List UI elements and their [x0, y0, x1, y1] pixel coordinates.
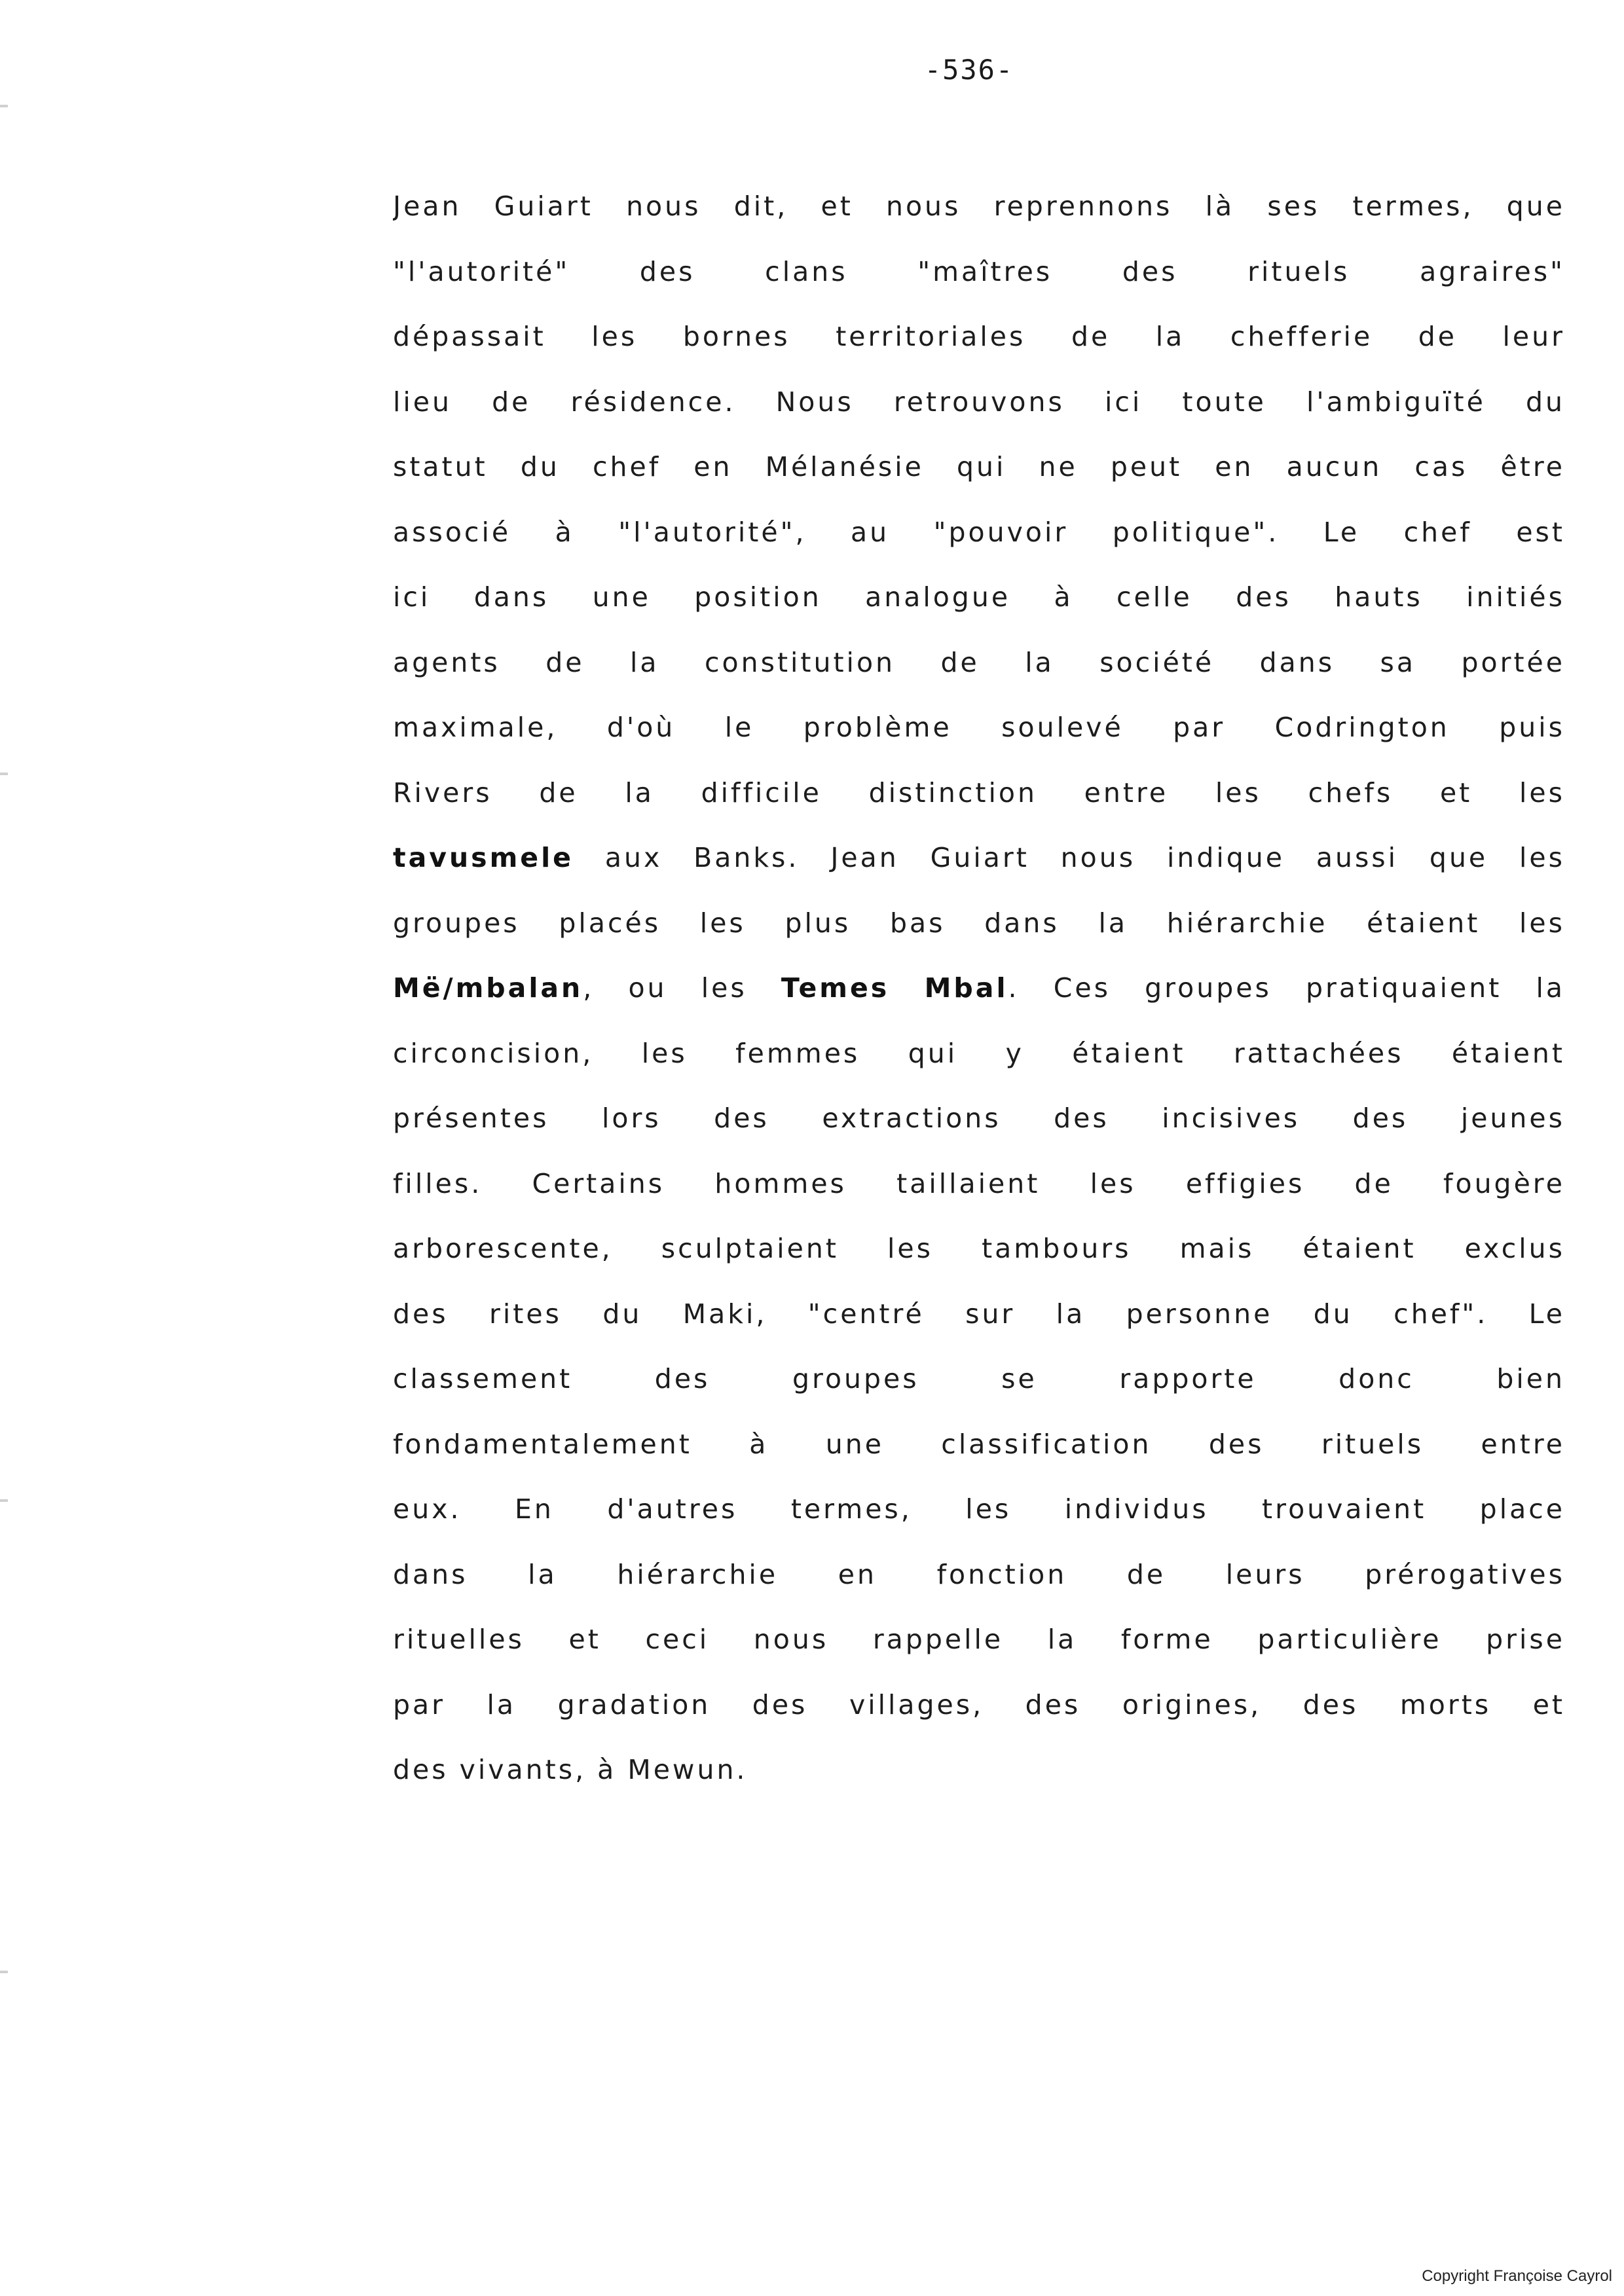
text-run: aux Banks. Jean Guiart nous indique aussi que les — [573, 842, 1565, 873]
text-run: arborescente, sculptaient les tambours mais étaient exclus — [393, 1233, 1565, 1264]
text-line — [393, 1092, 1565, 1157]
text-run: des vivants, à Mewun. — [393, 1754, 748, 1785]
scan-mark — [0, 1499, 8, 1502]
scan-mark — [0, 773, 8, 775]
text-line — [393, 1679, 1565, 1744]
page-number: -536- — [924, 54, 1014, 86]
text-line — [393, 571, 1565, 636]
text-run: ici dans une position analogue à celle des hauts initiés — [393, 581, 1565, 613]
emphasized-term: Temes Mbal — [781, 972, 1008, 1004]
text-line — [393, 1548, 1565, 1614]
text-line — [393, 506, 1565, 572]
text-line — [393, 1613, 1565, 1679]
scan-mark — [0, 1971, 8, 1973]
text-run: maximale, d'où le problème soulevé par Codrington puis — [393, 712, 1565, 743]
text-run: Jean Guiart nous dit, et nous reprennons là ses termes, que — [393, 191, 1565, 222]
text-line — [393, 831, 1565, 897]
text-run: associé à "l'autorité", au "pouvoir politique". Le chef est — [393, 516, 1565, 548]
emphasized-term: tavusmele — [393, 842, 574, 873]
text-run: rituelles et ceci nous rappelle la forme particulière prise — [393, 1624, 1565, 1655]
text-line — [393, 701, 1565, 767]
text-run: filles. Certains hommes taillaient les effigies de fougère — [393, 1167, 1565, 1199]
text-line — [393, 1027, 1565, 1093]
text-run: classement des groupes se rapporte donc bien — [393, 1363, 1565, 1394]
text-line — [393, 1222, 1565, 1288]
text-line — [393, 1288, 1565, 1353]
text-run: circoncision, les femmes qui y étaient rattachées étaient — [393, 1037, 1565, 1069]
emphasized-term: Më/mbalan — [393, 972, 583, 1004]
text-line — [393, 1157, 1565, 1223]
text-run: , ou les — [583, 972, 781, 1004]
text-line — [393, 636, 1565, 702]
text-run: eux. En d'autres termes, les individus trouvaient place — [393, 1493, 1565, 1525]
copyright-notice: Copyright Françoise Cayrol — [1422, 2267, 1612, 2285]
text-run: statut du chef en Mélanésie qui ne peut en aucun cas être — [393, 451, 1565, 483]
text-run: par la gradation des villages, des origines, des morts et — [393, 1688, 1565, 1721]
text-run: . Ces groupes pratiquaient la — [1008, 972, 1565, 1004]
text-run: lieu de résidence. Nous retrouvons ici toute l'ambiguïté du — [393, 386, 1565, 418]
text-line — [393, 767, 1565, 832]
text-line — [393, 897, 1565, 962]
text-run: dans la hiérarchie en fonction de leurs prérogatives — [393, 1558, 1565, 1590]
text-run: groupes placés les plus bas dans la hiérarchie étaient les — [393, 907, 1565, 939]
text-run: fondamentalement à une classification des rituels entre — [393, 1428, 1565, 1460]
text-run: agents de la constitution de la société dans sa portée — [393, 646, 1565, 678]
text-line — [393, 310, 1565, 376]
text-line — [393, 1483, 1565, 1548]
text-line — [393, 180, 1565, 246]
text-line — [393, 376, 1565, 441]
text-run: Rivers de la difficile distinction entre les chefs et les — [393, 776, 1565, 809]
text-line — [393, 246, 1565, 311]
scan-mark — [0, 105, 8, 107]
text-line — [393, 962, 1565, 1027]
text-line — [393, 441, 1565, 506]
text-line — [393, 1743, 1565, 1809]
text-run: présentes lors des extractions des incisives des jeunes — [393, 1102, 1565, 1134]
text-line — [393, 1353, 1565, 1418]
text-run: "l'autorité" des clans "maîtres des rituels agraires" — [393, 255, 1565, 287]
text-run: dépassait les bornes territoriales de la chefferie de leur — [393, 321, 1565, 352]
text-run: des rites du Maki, "centré sur la personne du chef". Le — [393, 1298, 1565, 1330]
text-line — [393, 1418, 1565, 1484]
body-paragraph — [393, 180, 1565, 1809]
